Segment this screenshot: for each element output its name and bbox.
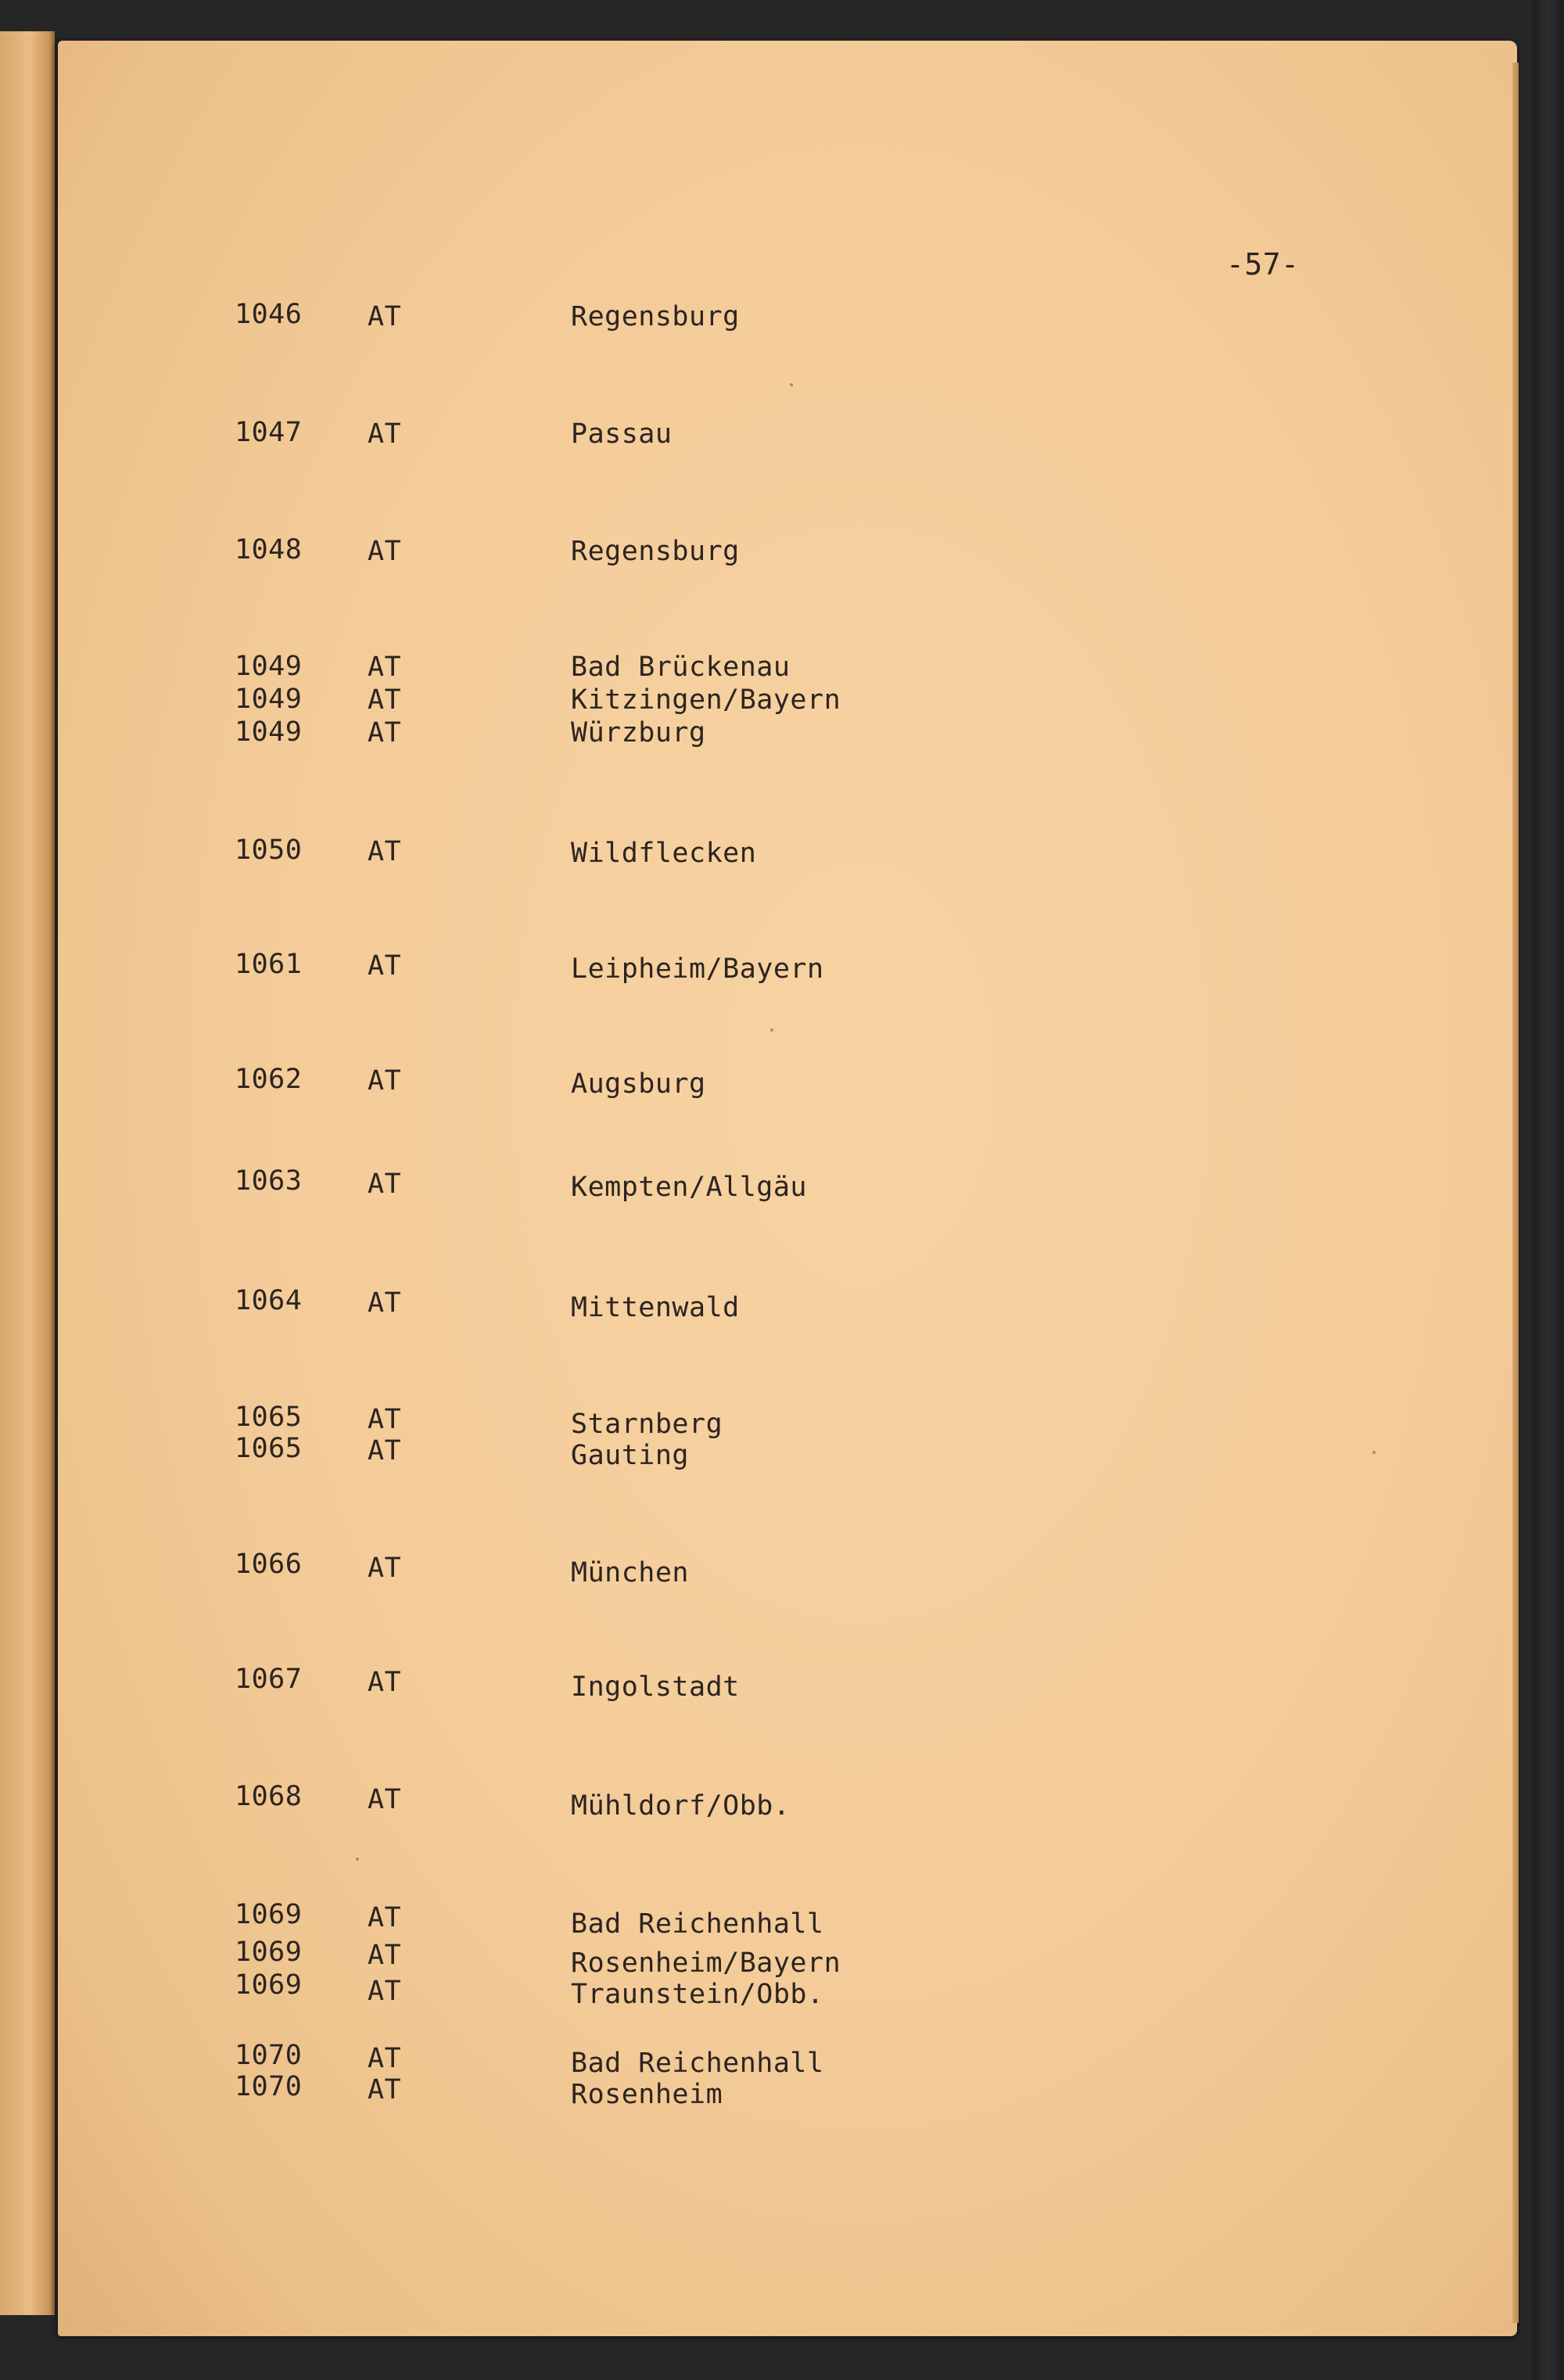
entry-number: 1048 — [235, 534, 303, 565]
entry-number: 1070 — [235, 2040, 303, 2071]
paper-speck — [790, 383, 793, 386]
entry-code: AT — [368, 2043, 402, 2074]
entry-number: 1049 — [235, 651, 303, 682]
entry-number: 1065 — [235, 1433, 303, 1464]
binder-background — [1533, 0, 1564, 2380]
entry-code: AT — [368, 1940, 402, 1971]
entry-code: AT — [368, 1168, 402, 1200]
entry-place: Bad Brückenau — [571, 652, 791, 683]
entry-place: Traunstein/Obb. — [571, 1979, 824, 2010]
entry-place: Bad Reichenhall — [571, 2048, 824, 2079]
entry-code: AT — [368, 1287, 402, 1319]
paper-speck — [356, 1858, 359, 1861]
entry-place: Kempten/Allgäu — [571, 1172, 808, 1203]
entry-number: 1049 — [235, 716, 303, 748]
previous-page-edge — [0, 31, 55, 2315]
entry-number: 1049 — [235, 684, 303, 715]
entry-place: Passau — [571, 418, 673, 450]
entry-place: Mühldorf/Obb. — [571, 1790, 791, 1822]
page-number: -57- — [1226, 247, 1300, 282]
entry-place: Augsburg — [571, 1068, 706, 1100]
entry-place: Starnberg — [571, 1409, 723, 1440]
entry-code: AT — [368, 2074, 402, 2105]
paper-speck — [1372, 1451, 1376, 1454]
entry-code: AT — [368, 1553, 402, 1584]
entry-place: Leipheim/Bayern — [571, 953, 824, 985]
entry-number: 1050 — [235, 835, 303, 866]
entry-place: Kitzingen/Bayern — [571, 684, 841, 716]
entry-number: 1068 — [235, 1781, 303, 1812]
entry-code: AT — [368, 301, 402, 332]
entry-number: 1066 — [235, 1549, 303, 1580]
entry-place: Ingolstadt — [571, 1671, 740, 1703]
entry-place: Gauting — [571, 1440, 690, 1471]
entry-number: 1067 — [235, 1664, 303, 1695]
entry-number: 1062 — [235, 1064, 303, 1095]
entry-code: AT — [368, 1404, 402, 1435]
entry-place: Rosenheim — [571, 2079, 723, 2110]
entry-place: Regensburg — [571, 536, 740, 567]
entry-number: 1070 — [235, 2071, 303, 2102]
entry-number: 1063 — [235, 1165, 303, 1197]
entry-code: AT — [368, 652, 402, 683]
entry-place: Bad Reichenhall — [571, 1908, 824, 1940]
entry-number: 1069 — [235, 1969, 303, 2001]
entry-number: 1064 — [235, 1285, 303, 1316]
entry-place: Würzburg — [571, 717, 706, 748]
entry-code: AT — [368, 717, 402, 748]
entry-number: 1061 — [235, 949, 303, 980]
entry-code: AT — [368, 1976, 402, 2007]
entry-number: 1069 — [235, 1937, 303, 1968]
entry-code: AT — [368, 536, 402, 567]
paper-speck — [770, 1028, 773, 1032]
entry-place: Rosenheim/Bayern — [571, 1947, 841, 1979]
entry-place: Mittenwald — [571, 1292, 740, 1323]
entry-code: AT — [368, 950, 402, 982]
entry-number: 1047 — [235, 417, 303, 448]
entry-code: AT — [368, 418, 402, 450]
entry-code: AT — [368, 1435, 402, 1466]
entry-code: AT — [368, 1065, 402, 1097]
entry-code: AT — [368, 684, 402, 716]
entry-number: 1065 — [235, 1402, 303, 1433]
entry-place: Wildflecken — [571, 838, 757, 869]
entry-number: 1069 — [235, 1899, 303, 1930]
entry-code: AT — [368, 1902, 402, 1933]
entry-number: 1046 — [235, 299, 303, 330]
entry-code: AT — [368, 1667, 402, 1698]
entry-place: Regensburg — [571, 301, 740, 332]
entry-code: AT — [368, 1784, 402, 1815]
entry-place: München — [571, 1557, 690, 1588]
page-right-edge — [1512, 63, 1519, 2323]
entry-code: AT — [368, 836, 402, 867]
